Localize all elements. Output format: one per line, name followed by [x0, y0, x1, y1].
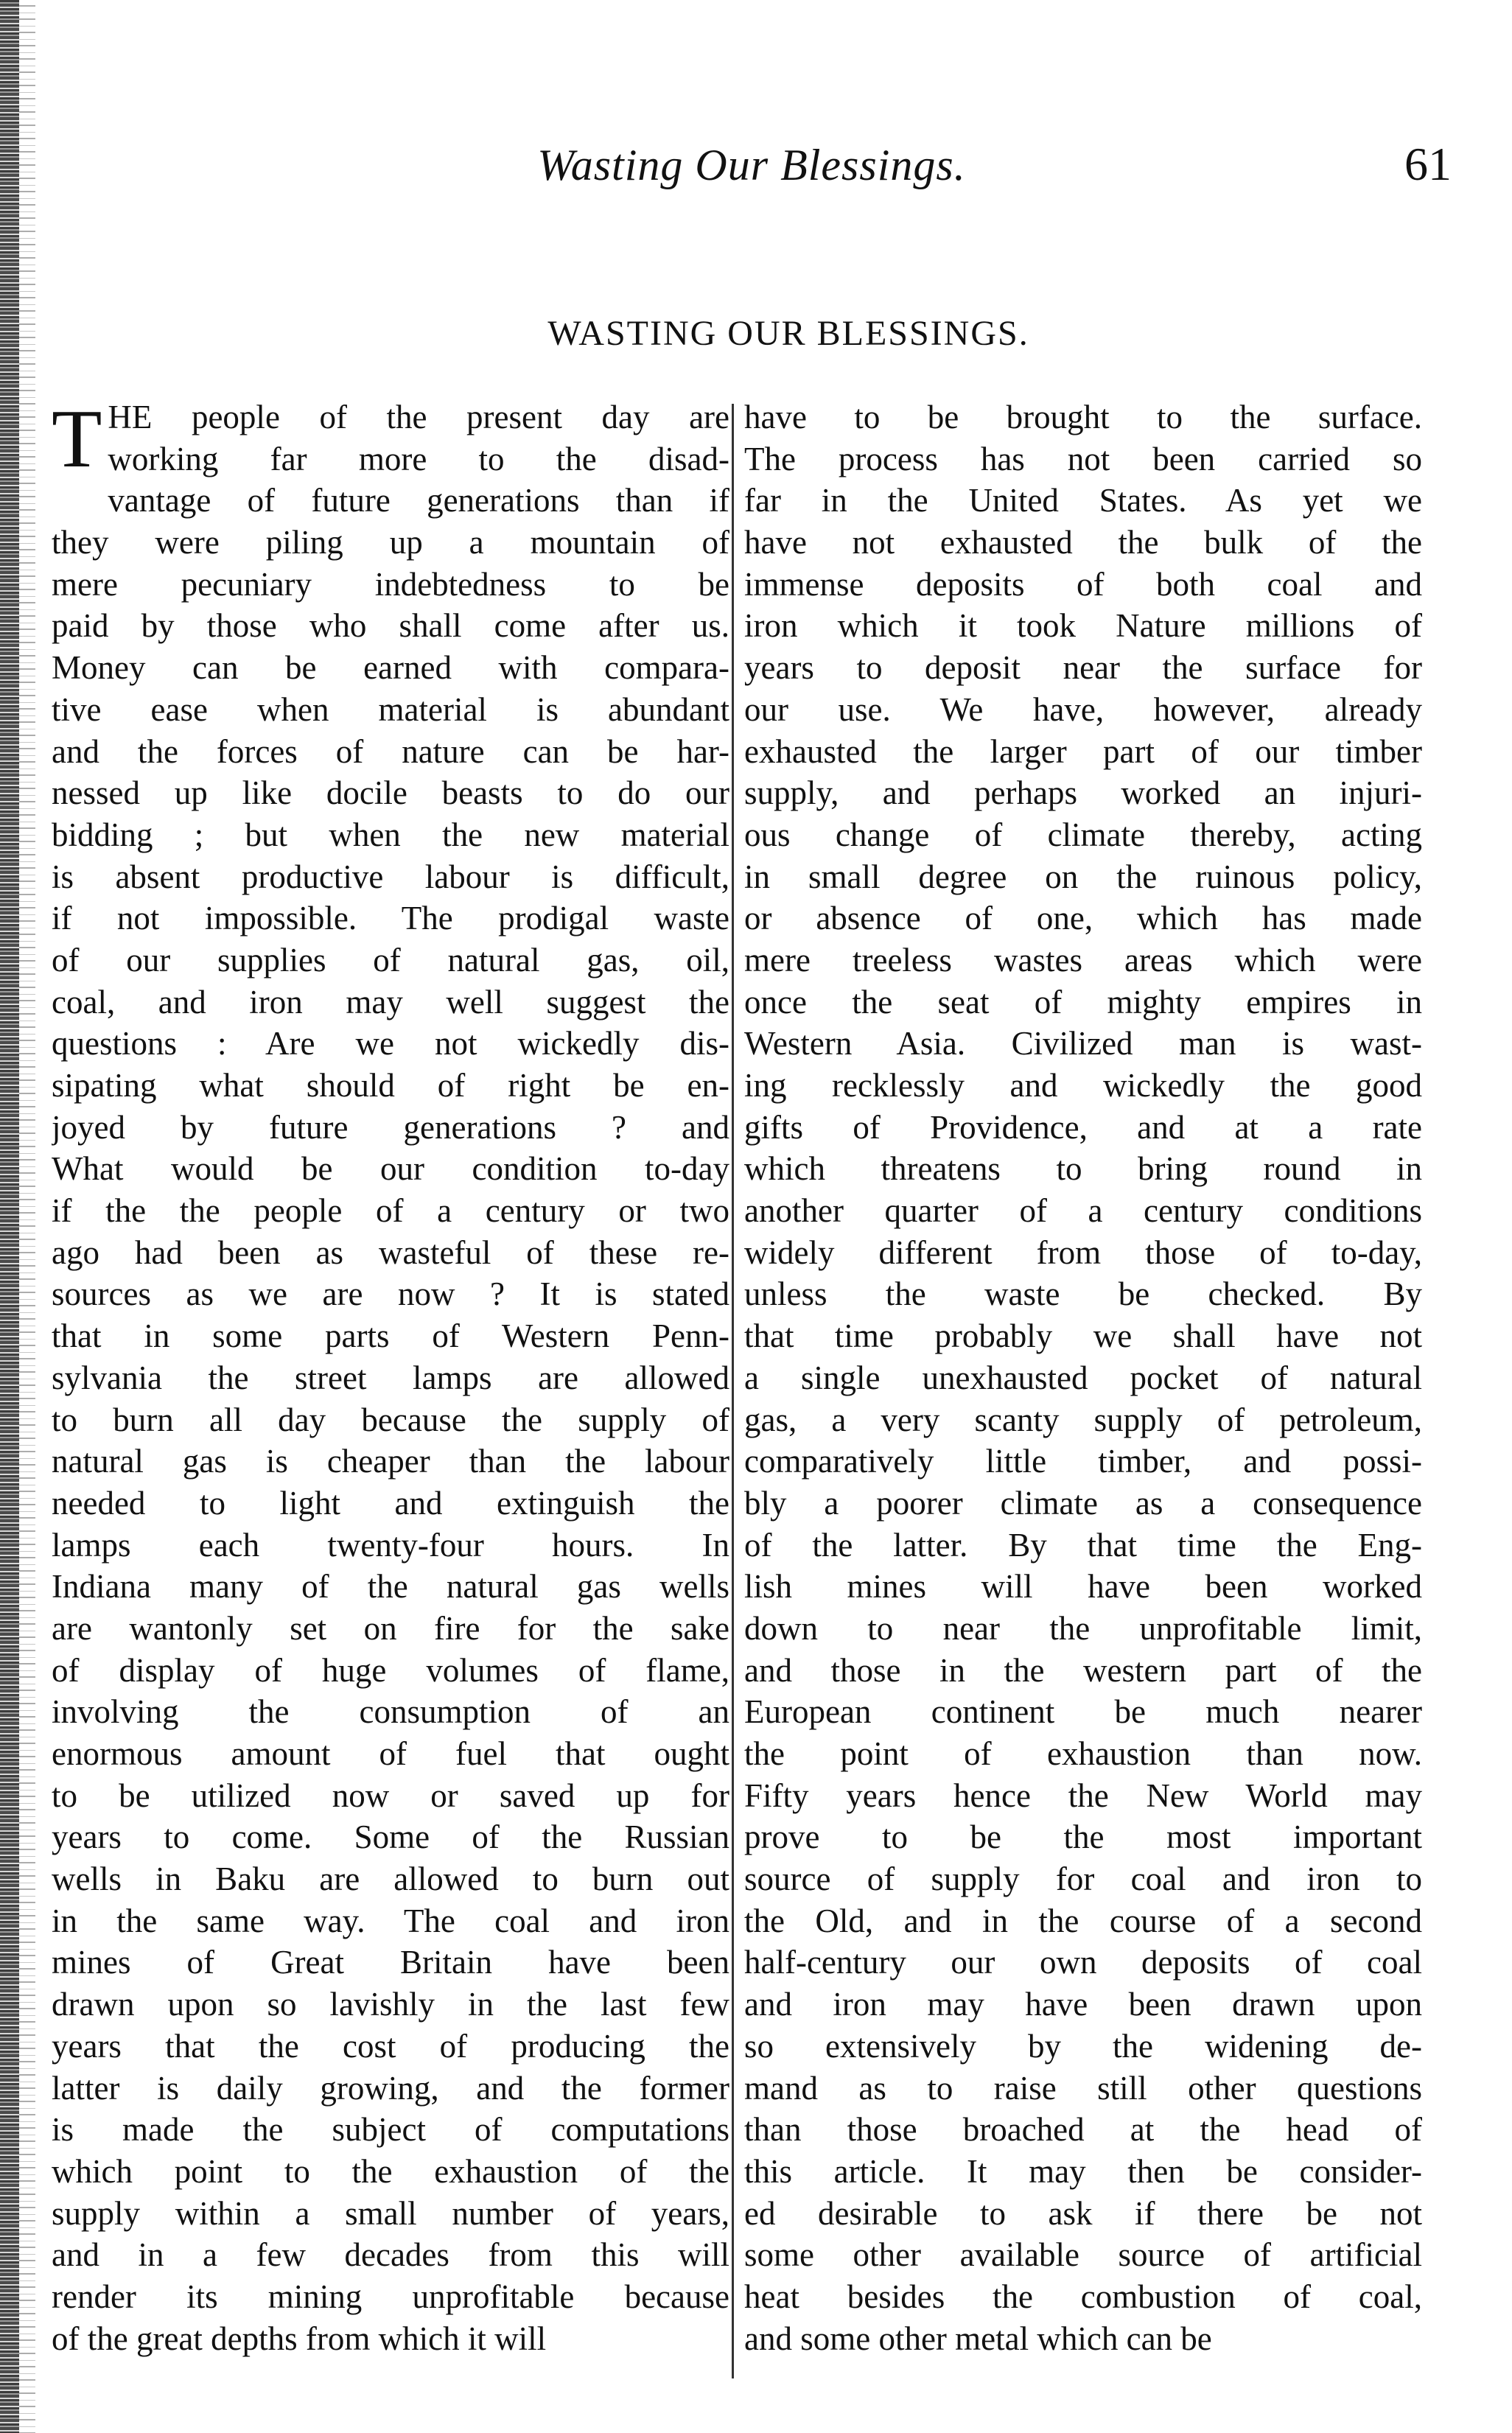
text-line: if the the people of a century or two: [52, 1192, 729, 1230]
text-line: paid by those who shall come after us.: [52, 607, 729, 645]
text-line: The process has not been carried so: [744, 440, 1422, 477]
text-line: bly a poorer climate as a consequence: [744, 1484, 1422, 1522]
text-line: the point of exhaustion than now.: [744, 1735, 1422, 1772]
text-line: involving the consumption of an: [52, 1693, 729, 1731]
text-line: tive ease when material is abundant: [52, 690, 729, 728]
right-text-column: [744, 396, 1422, 2359]
text-line: sipating what should of right be en-: [52, 1067, 729, 1104]
text-line: than those broached at the head of: [744, 2111, 1422, 2149]
text-line: of our supplies of natural gas, oil,: [52, 941, 729, 979]
text-line: years that the cost of producing the: [52, 2027, 729, 2065]
text-line: gas, a very scanty supply of petroleum,: [744, 1401, 1422, 1438]
text-line: once the seat of mighty empires in: [744, 983, 1422, 1021]
text-line: ed desirable to ask if there be not: [744, 2194, 1422, 2232]
text-line: joyed by future generations ? and: [52, 1108, 729, 1146]
text-line: far in the United States. As yet we: [744, 482, 1422, 519]
text-line: Indiana many of the natural gas wells: [52, 1568, 729, 1606]
text-line: which point to the exhaustion of the: [52, 2152, 729, 2190]
text-line: unless the waste be checked. By: [744, 1275, 1422, 1313]
text-line: so extensively by the widening de-: [744, 2027, 1422, 2065]
text-line: bidding ; but when the new material: [52, 816, 729, 853]
text-line: widely different from those of to-day,: [744, 1233, 1422, 1271]
text-line: is absent productive labour is difficult,: [52, 858, 729, 895]
text-line: source of supply for coal and iron to: [744, 1860, 1422, 1898]
text-line: and the forces of nature can be har-: [52, 732, 729, 770]
text-line: questions : Are we not wickedly dis-: [52, 1025, 729, 1063]
running-head-title: Wasting Our Blessings.: [537, 141, 966, 189]
text-line: have to be brought to the surface.: [744, 399, 1422, 435]
binding-edge: [0, 0, 19, 2433]
text-line: years to come. Some of the Russian: [52, 1818, 729, 1856]
text-line: of the great depths from which it will: [52, 2320, 547, 2357]
text-line: lamps each twenty-four hours. In: [52, 1526, 729, 1564]
text-line: down to near the unprofitable limit,: [744, 1609, 1422, 1647]
text-line: enormous amount of fuel that ought: [52, 1735, 729, 1772]
text-line: or absence of one, which has made: [744, 900, 1422, 937]
text-line: another quarter of a century conditions: [744, 1192, 1422, 1230]
text-line: they were piling up a mountain of: [52, 524, 729, 561]
text-line: in small degree on the ruinous policy,: [744, 858, 1422, 895]
text-line: wells in Baku are allowed to burn out: [52, 1860, 729, 1898]
binding-edge-shadow: [19, 0, 35, 2433]
text-line: lish mines will have been worked: [744, 1568, 1422, 1606]
page-number: 61: [1404, 138, 1452, 190]
text-line: the Old, and in the course of a second: [744, 1902, 1422, 1939]
text-line: of the latter. By that time the Eng-: [744, 1526, 1422, 1564]
text-line: natural gas is cheaper than the labour: [52, 1443, 729, 1480]
text-line: comparatively little timber, and possi-: [744, 1443, 1422, 1480]
text-line: latter is daily growing, and the former: [52, 2069, 729, 2107]
text-line: sources as we are now ? It is stated: [52, 1275, 729, 1313]
text-line: Western Asia. Civilized man is wast-: [744, 1025, 1422, 1063]
text-line: half-century our own deposits of coal: [744, 1944, 1422, 1981]
text-line: some other available source of artificial: [744, 2236, 1422, 2274]
text-line: if not impossible. The prodigal waste: [52, 900, 729, 937]
text-line: to burn all day because the supply of: [52, 1401, 729, 1438]
text-line: are wantonly set on fire for the sake: [52, 1609, 729, 1647]
text-line: that time probably we shall have not: [744, 1317, 1422, 1355]
text-line: mere treeless wastes areas which were: [744, 941, 1422, 979]
text-line: prove to be the most important: [744, 1818, 1422, 1856]
text-line: drawn upon so lavishly in the last few: [52, 1986, 729, 2023]
text-line: which threatens to bring round in: [744, 1150, 1422, 1188]
text-line: supply, and perhaps worked an injuri-: [744, 774, 1422, 812]
text-line: iron which it took Nature millions of: [744, 607, 1422, 645]
text-line: of display of huge volumes of flame,: [52, 1651, 729, 1689]
text-line: our use. We have, however, already: [744, 690, 1422, 728]
text-line: render its mining unprofitable because: [52, 2278, 729, 2315]
text-line: and iron may have been drawn upon: [744, 1986, 1422, 2023]
text-line: coal, and iron may well suggest the: [52, 983, 729, 1021]
text-line: to be utilized now or saved up for: [52, 1776, 729, 1814]
text-line: immense deposits of both coal and: [744, 565, 1422, 603]
text-line: and some other metal which can be: [744, 2320, 1212, 2357]
text-line: needed to light and extinguish the: [52, 1484, 729, 1522]
left-text-column: [52, 393, 729, 2359]
text-line: have not exhausted the bulk of the: [744, 524, 1422, 561]
text-line: ago had been as wasteful of these re-: [52, 1233, 729, 1271]
text-line: sylvania the street lamps are allowed: [52, 1359, 729, 1396]
text-line: vantage of future generations than if: [108, 482, 729, 519]
text-line: European continent be much nearer: [744, 1693, 1422, 1731]
drop-cap: T: [52, 393, 102, 485]
text-line: What would be our condition to-day: [52, 1150, 729, 1188]
text-line: Money can be earned with compara-: [52, 649, 729, 687]
column-divider: [732, 404, 734, 2378]
text-line: that in some parts of Western Penn-: [52, 1317, 729, 1355]
text-line: supply within a small number of years,: [52, 2194, 729, 2232]
text-line: exhausted the larger part of our timber: [744, 732, 1422, 770]
text-line: is made the subject of computations: [52, 2111, 729, 2149]
text-line: this article. It may then be consider-: [744, 2152, 1422, 2190]
text-line: and those in the western part of the: [744, 1651, 1422, 1689]
text-line: mines of Great Britain have been: [52, 1944, 729, 1981]
text-line: in the same way. The coal and iron: [52, 1902, 729, 1939]
text-line: nessed up like docile beasts to do our: [52, 774, 729, 812]
text-line: mere pecuniary indebtedness to be: [52, 565, 729, 603]
text-line: mand as to raise still other questions: [744, 2069, 1422, 2107]
text-line: and in a few decades from this will: [52, 2236, 729, 2274]
text-line: HE people of the present day are: [108, 399, 729, 435]
text-line: ous change of climate thereby, acting: [744, 816, 1422, 853]
text-line: years to deposit near the surface for: [744, 649, 1422, 687]
text-line: a single unexhausted pocket of natural: [744, 1359, 1422, 1396]
text-line: gifts of Providence, and at a rate: [744, 1108, 1422, 1146]
text-line: Fifty years hence the New World may: [744, 1776, 1422, 1814]
text-line: ing recklessly and wickedly the good: [744, 1067, 1422, 1104]
article-title: WASTING OUR BLESSINGS.: [547, 314, 1029, 353]
text-line: heat besides the combustion of coal,: [744, 2278, 1422, 2315]
text-line: working far more to the disad-: [108, 440, 729, 477]
